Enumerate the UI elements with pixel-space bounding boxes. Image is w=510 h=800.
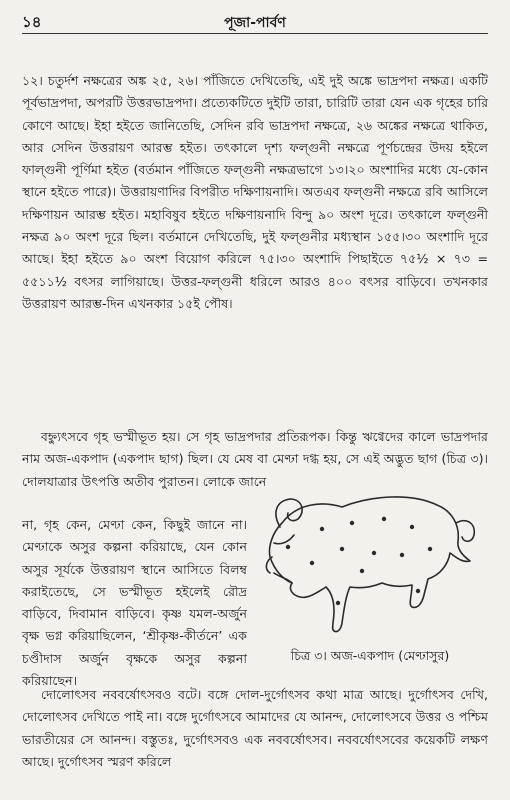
paragraph-1: ১২। চতুর্দশ নক্ষত্রের অঙ্ক ২৫, ২৬। পাঁজিতে দেখিতেছি, এই দুই অঙ্কে ভাদ্রপদা নক্ষত্র। একটি পূর্বভাদ্রপদা, অপরটি উত্তরভাদ্রপদা। প্রত্যেকটিতে দুইটি তারা, চারিটি তারা যেন এক গৃহের চারি কোণে আছে। ইহা হইতে জানিতেছি, সেদিন রবি ভাদ্রপদা নক্ষত্রে, ২৬ অঙ্কের নক্ষত্রে থাকিত, আর সেদিন উত্তরায়ণ আরম্ভ হইত। তৎকালে দৃশ্য ফল্গুনী নক্ষত্রে পূর্ণচন্দ্রের উদয় হইলে ফাল্গুনী পূর্ণিমা হইত (বর্তমান পাঁজিতে ফল্গুনী নক্ষত্রভাগে ১৩।২০ অংশাদির মধ্যে যে-কোন স্থানে হইতে পারে)। উত্তরায়ণাদির বিপরীত দক্ষিণায়নাদি। অতএব ফল্গুনী নক্ষত্রে রবি আসিলে দক্ষিণায়ন আরম্ভ হইত। মহাবিষুব হইতে দক্ষিণায়নাদি বিন্দু ৯০ অংশ দূরে। তৎকালে ফল্গুনী নক্ষত্র ৯০ অংশ দূরে ছিল। বর্তমানে দেখিতেছি, দুই ফল্গুনীর মধ্যস্থান ১৫৫।৩০ অংশাদি দূরে আছে। ইহা হইতে ৯০ অংশ বিয়োগ করিলে ৭৫।৩০ অংশাদি পিছাইতে ৭৫½ × ৭৩ = ৫৫১১½ বৎসর লাগিয়াছে। উত্তর-ফল্গুনী ধরিলে আরও ৪০০ বৎসর বাড়িবে। তখনকার উত্তরায়ণ আরম্ভ-দিন এখনকার ১৫ই পৌষ। [22, 73, 488, 311]
page-number: ১৪ [22, 13, 42, 31]
paragraph-3: দোলোৎসব নববর্ষোৎসবও বটে। বঙ্গে দোল-দুর্গোৎসব কথা মাত্র আছে। দুর্গোৎসব দেখি, দোলোৎসব দেখিতে পাই না। বঙ্গে দুর্গোৎসবে আমাদের যে আনন্দ, দোলোৎসবে উত্তর ও পশ্চিম ভারতীয়ের সে আনন্দ। বস্তুতঃ, দুর্গোৎসবও এক নববর্ষোৎসব। নববর্ষোৎসবের কয়েকটি লক্ষণ আছে। দুর্গোৎসব স্মরণ করিলে [22, 687, 488, 769]
running-header [22, 8, 488, 34]
figure-caption: চিত্র ৩। অজ-একপাদ (মেণ্ঢাসুর) [290, 648, 450, 663]
header-rule [22, 33, 488, 34]
paragraph-2-wrapped: না, গৃহ কেন, মেণ্ঢা কেন, কিছুই জানে না। মেণ্ঢাকে অসুর কল্পনা করিয়াছে, যেন কোন অসুর সূর্যকে উত্তরায়ণ স্থানে আসিতে বিলম্ব করাইতেছে, সে ভস্মীভূত হইলেই রৌদ্র বাড়িবে, দিবামান বাড়িবে। কৃষ্ণ যমল-অর্জুন বৃক্ষ ভগ্ন করিয়াছিলেন, ‘শ্রীকৃষ্ণ-কীর্তনে’ এক চণ্ডীদাস অর্জুন বৃক্ষকে অসুর কল্পনা করিয়াছেন। [22, 517, 247, 689]
figure-aja-ekapada [252, 483, 488, 645]
ram-constellation-illustration [252, 483, 488, 645]
running-title: পূজা-পার্বণ [224, 15, 286, 31]
paragraph-2: বহ্ন্যুৎসবে গৃহ ভস্মীভূত হয়। সে গৃহ ভাদ্রপদার প্রতিরূপক। কিন্তু ঋগ্বেদের কালে ভাদ্রপদার নাম অজ-একপাদ (একপাদ ছাগ) ছিল। যে মেষ বা মেণ্ঢা দগ্ধ হয়, সে এই অদ্ভুত ছাগ (চিত্র ৩)। দোলযাত্রার উৎপত্তি অতীব পুরাতন। লোকে জানে [22, 429, 488, 489]
